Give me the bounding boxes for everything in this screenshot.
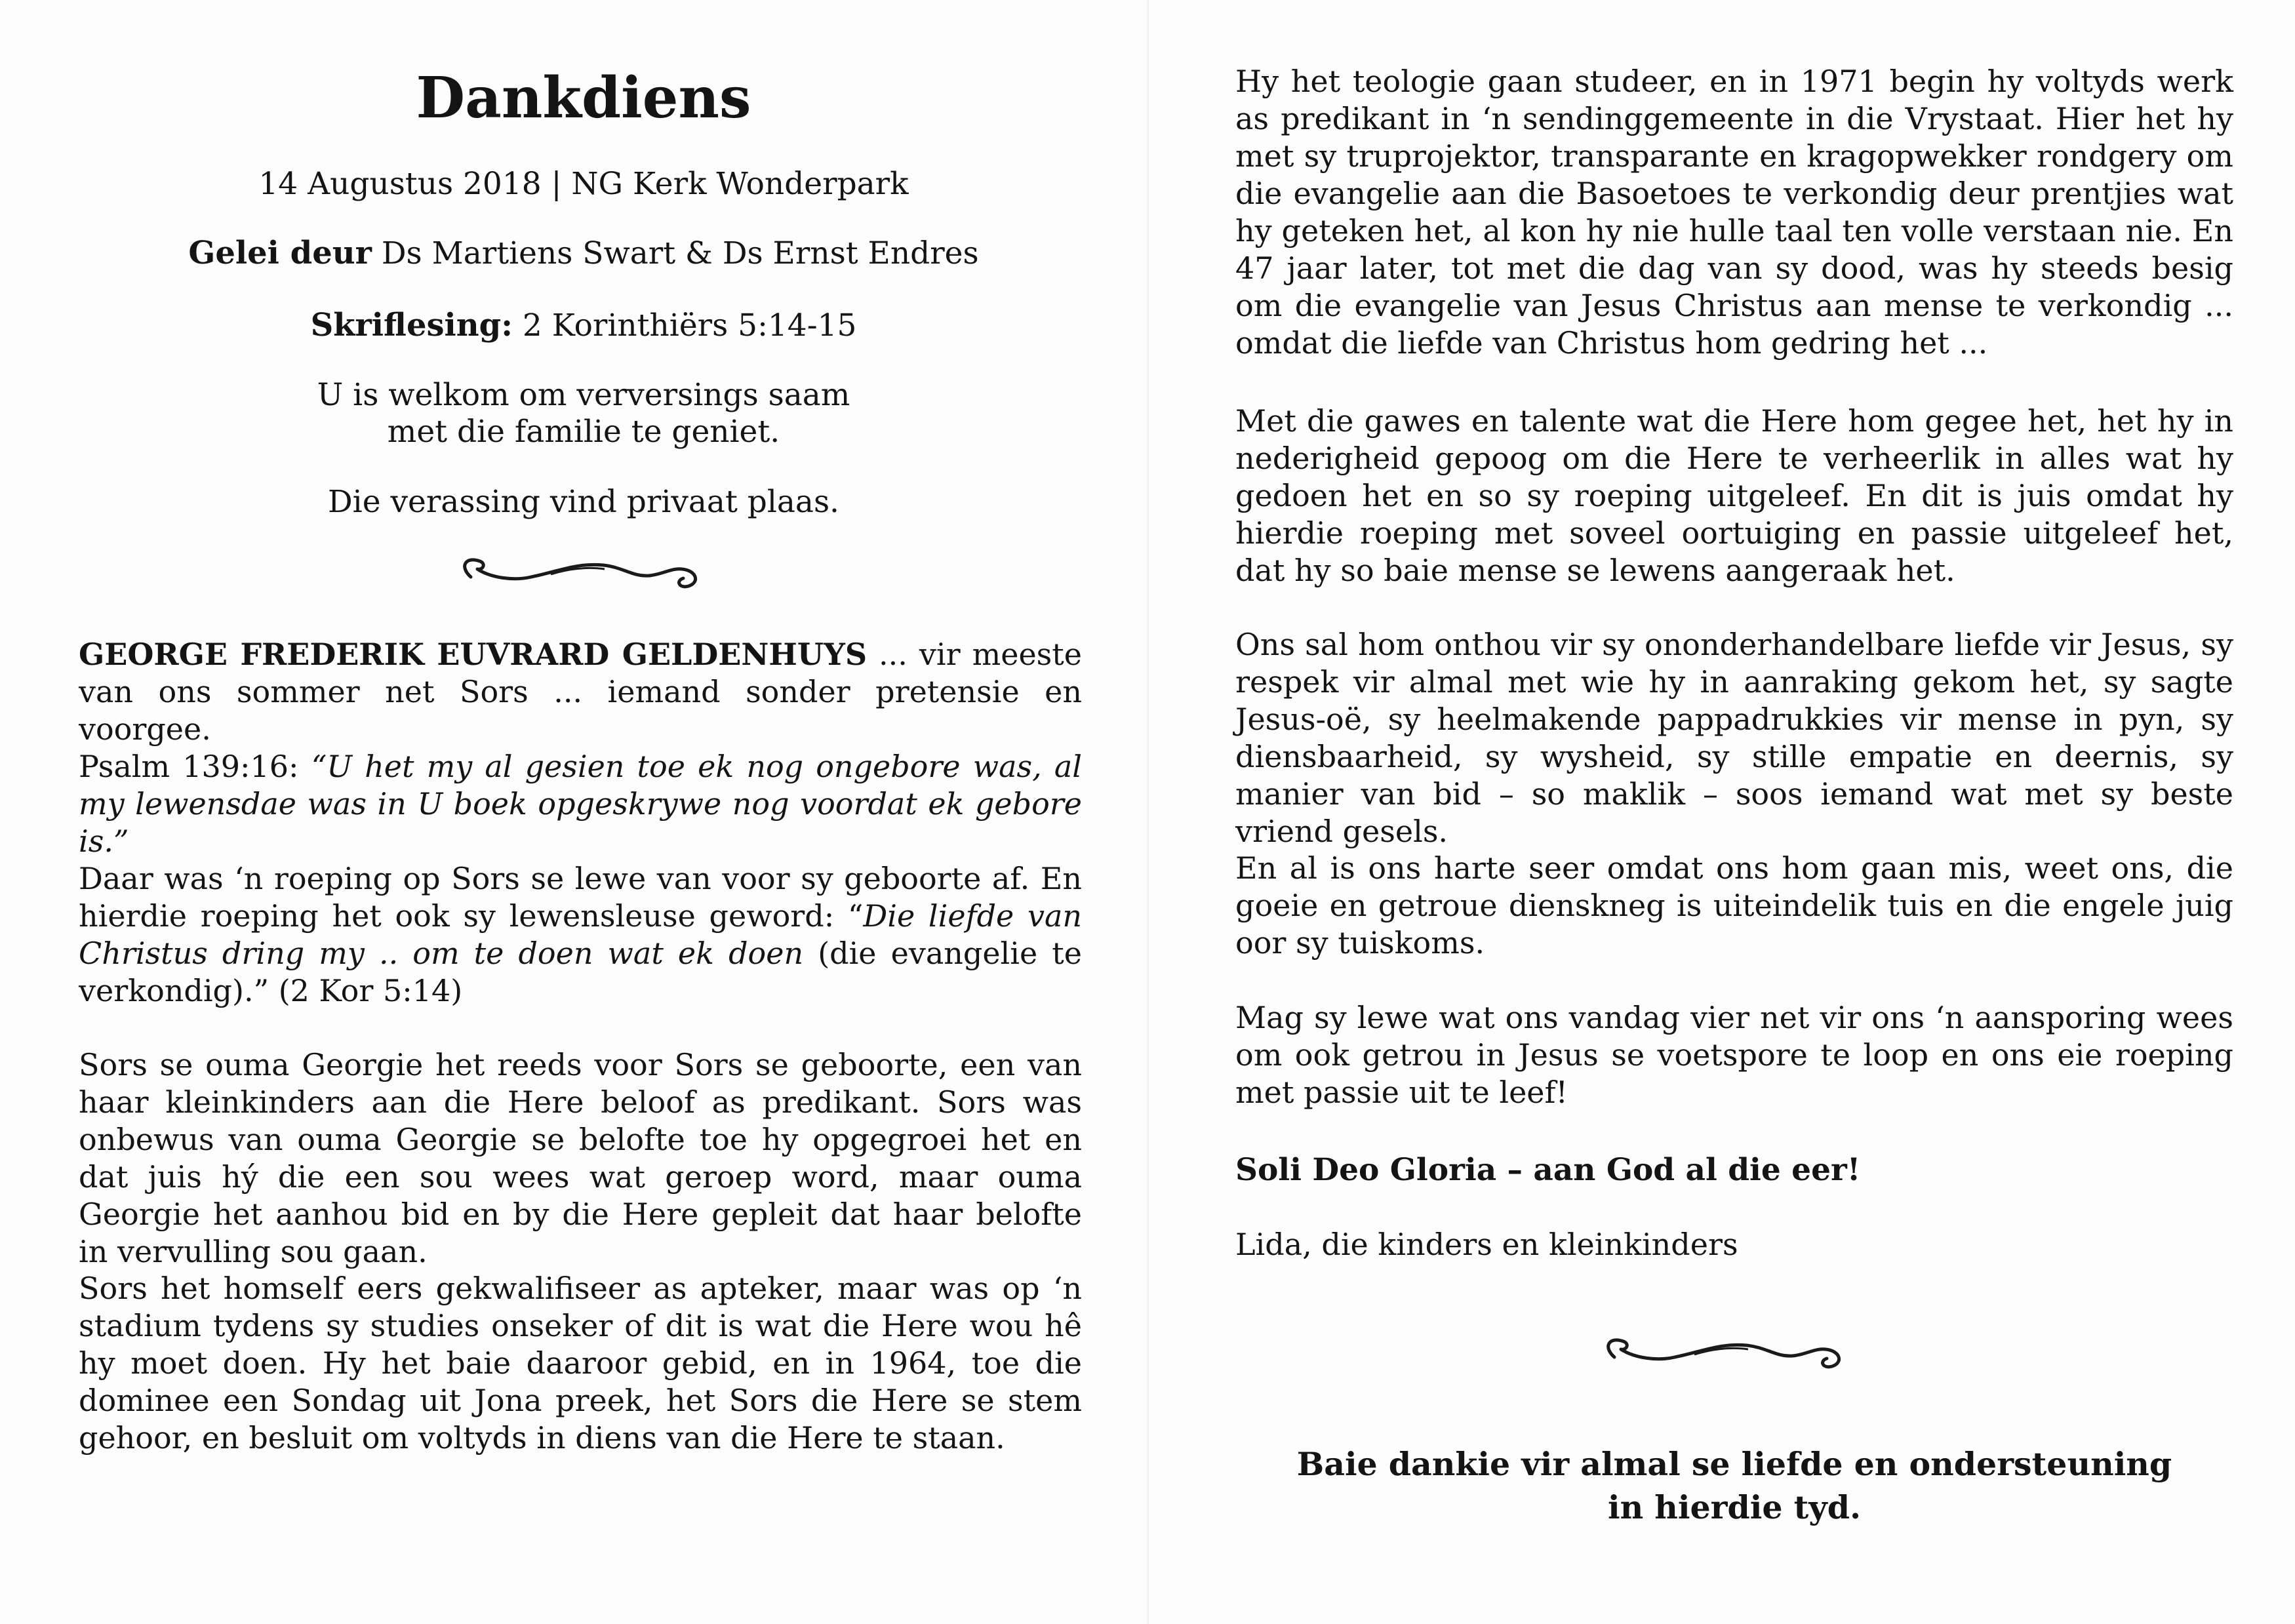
welcome-line-1: U is welkom om verversings saam xyxy=(317,377,850,413)
psalm-quote: “U het my al gesien toe ek nog ongebore was, al my lewensdae was in U boek opgeskrywe nog voordat ek gebore is.” xyxy=(79,749,1082,859)
page-fold xyxy=(1147,0,1149,1624)
welcome-line-2: met die familie te geniet. xyxy=(387,414,780,450)
hearts-paragraph: En al is ons harte seer omdat ons hom gaan mis, weet ons, die goeie en getroue dienskneg is uiteindelik tuis en die engele juig oor sy tuiskoms. xyxy=(1235,850,2233,961)
grandmother-paragraph: Sors se ouma Georgie het reeds voor Sors se geboorte, een van haar kleinkinders aan die Here beloof as predikant. Sors was onbewus van ouma Georgie se belofte toe hy opgegroei het en dat juis hý die een sou wees wat geroep word, maar ouma Georgie het aanhou bid en by die Here gepleit dat haar belofte in vervulling sou gaan. xyxy=(79,1047,1082,1269)
page-title: Dankdiens xyxy=(416,65,751,131)
intro-paragraph: GEORGE FREDERIK EUVRARD GELDENHUYS ... vir meeste van ons sommer net Sors ... iemand sonder pretensie en voorgee. xyxy=(79,637,1082,747)
life-paragraph: Mag sy lewe wat ons vandag vier net vir ons ‘n aansporing wees om ook getrou in Jesus se voetspore te loop en ons eie roeping met passie uit te leef! xyxy=(1235,1000,2233,1110)
soli-deo-gloria: Soli Deo Gloria – aan God al die eer! xyxy=(1235,1152,1861,1188)
cremation-note: Die verassing vind privaat plaas. xyxy=(328,484,839,520)
scripture-line xyxy=(79,307,1088,344)
calling-motto: Die liefde van Christus dring my .. om te doen wat ek doen xyxy=(79,898,1082,971)
pharmacist-paragraph: Sors het homself eers gekwalifiseer as apteker, maar was op ‘n stadium tydens sy studies onseker of dit is wat die Here wou hê hy moet doen. Hy het baie daaroor gebid, en in 1964, toe die dominee een Sondag uit Jona preek, het Sors die Here se stem gehoor, en besluit om voltyds in diens van die Here te staan. xyxy=(79,1271,1082,1456)
theology-paragraph: Hy het teologie gaan studeer, en in 1971 begin hy voltyds werk as predikant in ‘n sendinggemeente in die Vrystaat. Hier het hy met sy truprojektor, transparante en kragopwekker rondgery om die evangelie aan die Basoetoes te verkondig deur prentjies wat hy geteken het, al kon hy nie hulle taal ten volle verstaan nie. En 47 jaar later, tot met die dag van sy dood, was hy steeds besig om die evangelie van Jesus Christus aan mense te verkondig ... omdat die liefde van Christus hom gedring het ... xyxy=(1235,64,2233,361)
scripture-value: 2 Korinthiërs 5:14-15 xyxy=(522,307,857,344)
led-by-label: Gelei deur xyxy=(188,235,372,271)
family-signature: Lida, die kinders en kleinkinders xyxy=(1235,1227,1738,1262)
flourish-divider-icon xyxy=(452,551,715,597)
thanks-line-1: Baie dankie vir almal se liefde en ondersteuning xyxy=(1296,1445,2172,1483)
scripture-label: Skriflesing: xyxy=(310,307,513,344)
psalm-paragraph xyxy=(79,748,1082,860)
led-by-value: Ds Martiens Swart & Ds Ernst Endres xyxy=(381,235,979,271)
psalm-reference: Psalm 139:16: xyxy=(79,749,311,784)
thanks-line-2: in hierdie tyd. xyxy=(1607,1488,1862,1526)
calling-paragraph: Daar was ‘n roeping op Sors se lewe van voor sy geboorte af. En hierdie roeping het ook sy lewensleuse geword: “Die liefde van Christus dring my .. om te doen wat ek doen (die evangelie te verkondig).” (2 Kor 5:14) xyxy=(79,861,1082,1008)
flourish-divider-icon xyxy=(1596,1331,1858,1377)
gifts-paragraph: Met die gawes en talente wat die Here hom gegee het, het hy in nederigheid gepoog om die Here te verheerlik in alles wat hy gedoen het en so sy roeping uitgeleef. En dit is juis omdat hy hierdie roeping met soveel oortuiging en passie uitgeleef het, dat hy so baie mense se lewens aangeraak het. xyxy=(1235,403,2233,588)
service-date-venue: 14 Augustus 2018 | NG Kerk Wonderpark xyxy=(258,166,909,202)
remember-paragraph: Ons sal hom onthou vir sy ononderhandelbare liefde vir Jesus, sy respek vir almal met wie hy in aanraking gekom het, sy sagte Jesus-oë, sy heelmakende pappadrukkies vir mense in pyn, sy diensbaarheid, sy wysheid, sy stille empatie en deernis, sy manier van bid – so maklik – soos iemand wat met sy beste vriend gesels. xyxy=(1235,627,2233,849)
deceased-name: GEORGE FREDERIK EUVRARD GELDENHUYS xyxy=(79,637,868,672)
led-by-line xyxy=(79,235,1088,272)
